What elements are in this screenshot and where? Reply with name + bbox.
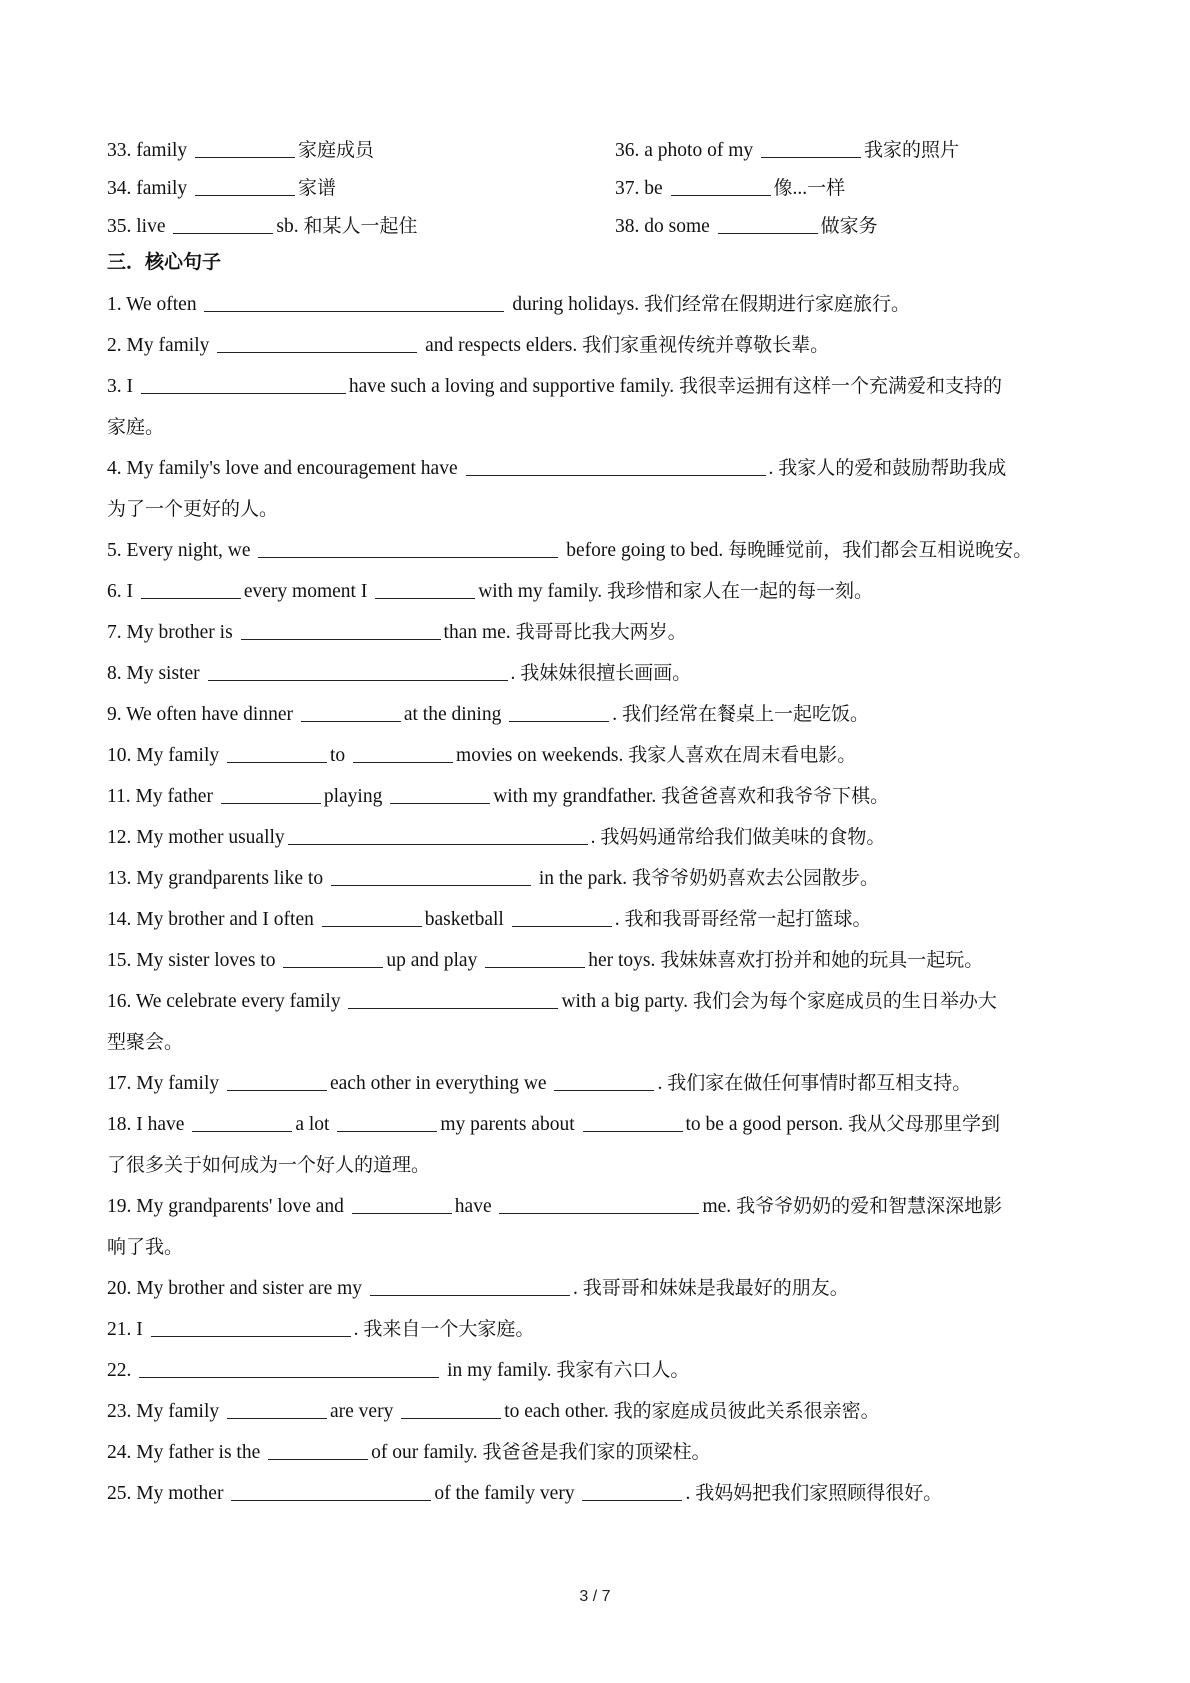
answer-blank[interactable] bbox=[554, 1089, 654, 1091]
answer-blank[interactable] bbox=[208, 679, 508, 681]
sentence-continuation: 响了我。 bbox=[107, 1236, 184, 1258]
sentence-item: 19. My grandparents' love and have me. 我爷爷奶奶的爱和智慧深深地影 bbox=[107, 1195, 1003, 1217]
answer-blank[interactable] bbox=[301, 720, 401, 722]
answer-blank[interactable] bbox=[370, 1294, 570, 1296]
sentence-item: 6. I every moment I with my family. 我珍惜和家人在一起的每一刻。 bbox=[107, 580, 873, 602]
section-heading: 三．核心句子 bbox=[107, 251, 222, 273]
sentence-item: 24. My father is the of our family. 我爸爸是我们家的顶梁柱。 bbox=[107, 1441, 711, 1463]
sentence-item: 3. I have such a loving and supportive family. 我很幸运拥有这样一个充满爱和支持的 bbox=[107, 375, 1003, 397]
answer-blank[interactable] bbox=[141, 597, 241, 599]
vocab-item: 37. be 像...一样 bbox=[615, 177, 846, 199]
sentence-item: 5. Every night, we before going to bed. 每晚睡觉前，我们都会互相说晚安。 bbox=[107, 539, 1033, 561]
answer-blank[interactable] bbox=[288, 843, 588, 845]
sentence-item: 4. My family's love and encouragement have . 我家人的爱和鼓励帮助我成 bbox=[107, 457, 1007, 479]
answer-blank[interactable] bbox=[195, 194, 295, 196]
sentence-item: 16. We celebrate every family with a big party. 我们会为每个家庭成员的生日举办大 bbox=[107, 990, 997, 1012]
answer-blank[interactable] bbox=[231, 1499, 431, 1501]
answer-blank[interactable] bbox=[204, 310, 504, 312]
sentence-item: 18. I have a lot my parents about to be a good person. 我从父母那里学到 bbox=[107, 1113, 1000, 1135]
sentence-item: 25. My mother of the family very . 我妈妈把我们家照顾得很好。 bbox=[107, 1482, 943, 1504]
page-number: 3 / 7 bbox=[579, 1588, 611, 1605]
sentence-item: 23. My family are very to each other. 我的家庭成员彼此关系很亲密。 bbox=[107, 1400, 880, 1422]
sentence-item: 9. We often have dinner at the dining . 我们经常在餐桌上一起吃饭。 bbox=[107, 703, 869, 725]
answer-blank[interactable] bbox=[390, 802, 490, 804]
sentence-item: 22. in my family. 我家有六口人。 bbox=[107, 1359, 690, 1381]
answer-blank[interactable] bbox=[352, 1212, 452, 1214]
sentence-item: 2. My family and respects elders. 我们家重视传统并尊敬长辈。 bbox=[107, 334, 830, 356]
answer-blank[interactable] bbox=[139, 1376, 439, 1378]
vocab-item: 33. family 家庭成员 bbox=[107, 139, 375, 161]
sentence-item: 14. My brother and I often basketball . 我和我哥哥经常一起打篮球。 bbox=[107, 908, 872, 930]
vocab-item: 38. do some 做家务 bbox=[615, 215, 878, 237]
sentence-item: 11. My father playing with my grandfather. 我爸爸喜欢和我爷爷下棋。 bbox=[107, 785, 890, 807]
answer-blank[interactable] bbox=[195, 156, 295, 158]
answer-blank[interactable] bbox=[353, 761, 453, 763]
answer-blank[interactable] bbox=[258, 556, 558, 558]
answer-blank[interactable] bbox=[192, 1130, 292, 1132]
answer-blank[interactable] bbox=[283, 966, 383, 968]
sentence-continuation: 为了一个更好的人。 bbox=[107, 498, 279, 520]
answer-blank[interactable] bbox=[401, 1417, 501, 1419]
answer-blank[interactable] bbox=[221, 802, 321, 804]
answer-blank[interactable] bbox=[322, 925, 422, 927]
answer-blank[interactable] bbox=[512, 925, 612, 927]
answer-blank[interactable] bbox=[151, 1335, 351, 1337]
answer-blank[interactable] bbox=[485, 966, 585, 968]
answer-blank[interactable] bbox=[268, 1458, 368, 1460]
answer-blank[interactable] bbox=[141, 392, 346, 394]
answer-blank[interactable] bbox=[241, 638, 441, 640]
sentence-continuation: 型聚会。 bbox=[107, 1031, 184, 1053]
answer-blank[interactable] bbox=[217, 351, 417, 353]
answer-blank[interactable] bbox=[348, 1007, 558, 1009]
vocab-item: 35. live sb. 和某人一起住 bbox=[107, 215, 418, 237]
answer-blank[interactable] bbox=[582, 1499, 682, 1501]
answer-blank[interactable] bbox=[509, 720, 609, 722]
answer-blank[interactable] bbox=[227, 761, 327, 763]
answer-blank[interactable] bbox=[173, 232, 273, 234]
sentence-continuation: 家庭。 bbox=[107, 416, 165, 438]
sentence-item: 13. My grandparents like to in the park. 我爷爷奶奶喜欢去公园散步。 bbox=[107, 867, 879, 889]
sentence-item: 21. I . 我来自一个大家庭。 bbox=[107, 1318, 535, 1340]
answer-blank[interactable] bbox=[466, 474, 766, 476]
answer-blank[interactable] bbox=[227, 1089, 327, 1091]
answer-blank[interactable] bbox=[227, 1417, 327, 1419]
answer-blank[interactable] bbox=[761, 156, 861, 158]
answer-blank[interactable] bbox=[331, 884, 531, 886]
answer-blank[interactable] bbox=[583, 1130, 683, 1132]
vocab-item: 34. family 家谱 bbox=[107, 177, 337, 199]
sentence-continuation: 了很多关于如何成为一个好人的道理。 bbox=[107, 1154, 431, 1176]
sentence-item: 10. My family to movies on weekends. 我家人喜欢在周末看电影。 bbox=[107, 744, 857, 766]
vocab-item: 36. a photo of my 我家的照片 bbox=[615, 139, 959, 161]
sentence-item: 8. My sister . 我妹妹很擅长画画。 bbox=[107, 662, 692, 684]
answer-blank[interactable] bbox=[375, 597, 475, 599]
answer-blank[interactable] bbox=[337, 1130, 437, 1132]
answer-blank[interactable] bbox=[671, 194, 771, 196]
sentence-item: 20. My brother and sister are my . 我哥哥和妹妹是我最好的朋友。 bbox=[107, 1277, 849, 1299]
sentence-item: 1. We often during holidays. 我们经常在假期进行家庭旅行。 bbox=[107, 293, 910, 315]
sentence-item: 12. My mother usually . 我妈妈通常给我们做美味的食物。 bbox=[107, 826, 886, 848]
answer-blank[interactable] bbox=[499, 1212, 699, 1214]
sentence-item: 15. My sister loves to up and play her toys. 我妹妹喜欢打扮并和她的玩具一起玩。 bbox=[107, 949, 984, 971]
sentence-item: 17. My family each other in everything we . 我们家在做任何事情时都互相支持。 bbox=[107, 1072, 972, 1094]
answer-blank[interactable] bbox=[718, 232, 818, 234]
sentence-item: 7. My brother is than me. 我哥哥比我大两岁。 bbox=[107, 621, 687, 643]
